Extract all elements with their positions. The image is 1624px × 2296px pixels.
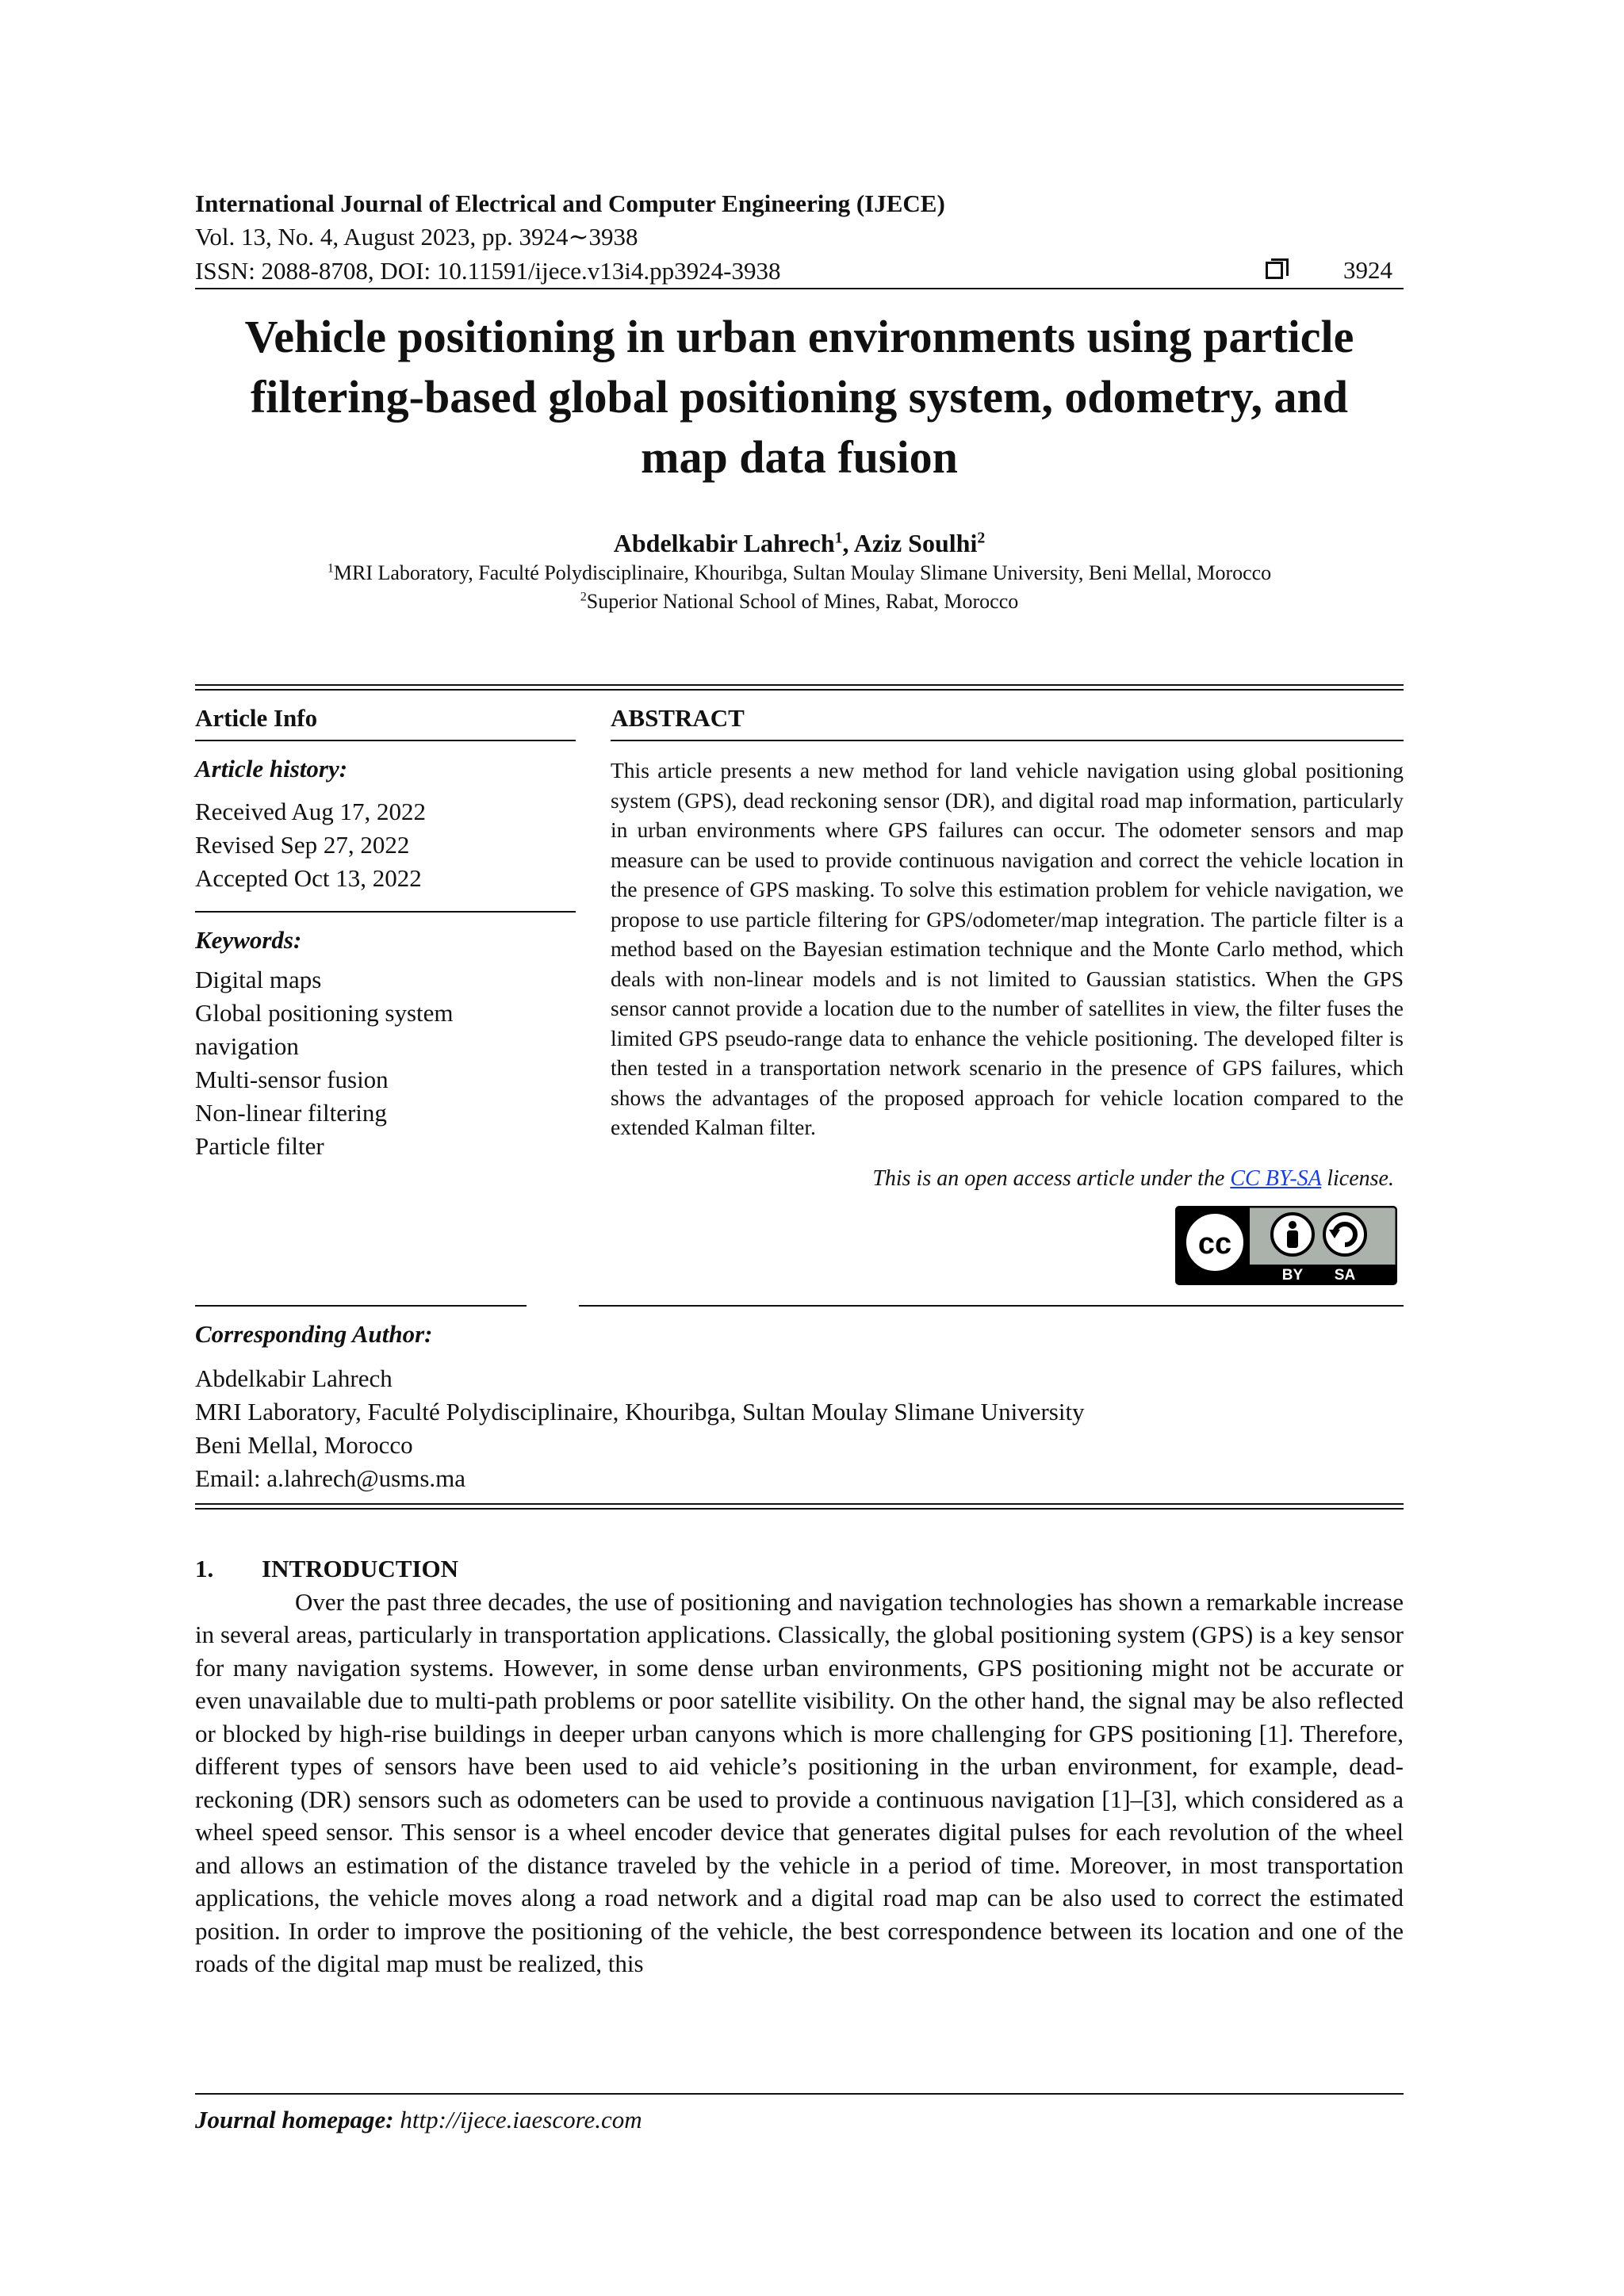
footer-url[interactable]: http://ijece.iaescore.com [400, 2106, 642, 2133]
author-list [195, 527, 1404, 559]
paper-title: Vehicle positioning in urban environments using particle filtering-based global positioning system, odometry, and map data fusion [244, 311, 1354, 483]
keyword-item: Multi-sensor fusion [195, 1066, 389, 1093]
corresponding-location: Beni Mellal, Morocco [195, 1430, 413, 1459]
article-info-column [195, 702, 576, 1289]
page-footer [195, 2093, 1404, 2134]
page-number: 3924 [1343, 256, 1392, 284]
keyword-item: Global positioning system [195, 999, 454, 1027]
affiliation-text: Superior National School of Mines, Rabat, Morocco [586, 590, 1019, 613]
keyword-item: navigation [195, 1032, 299, 1060]
keywords-rule [195, 911, 576, 913]
affiliation-superscript: 1 [327, 561, 334, 576]
badge-by-label: BY [1281, 1266, 1304, 1284]
article-info-heading: Article Info [195, 702, 576, 741]
header-rule [195, 288, 1404, 289]
abstract-column [611, 702, 1404, 1289]
revised-date: Revised Sep 27, 2022 [195, 831, 410, 859]
keyword-list [195, 963, 576, 1163]
open-access-prefix: This is an open access article under the [872, 1165, 1231, 1191]
author-name: Aziz Soulhi [853, 529, 978, 557]
paper-page [195, 187, 1404, 1980]
open-access-suffix: license. [1321, 1165, 1394, 1191]
author-name: Abdelkabir Lahrech [613, 529, 835, 557]
cc-by-sa-badge[interactable] [1175, 1206, 1397, 1289]
abstract-text: This article presents a new method for land vehicle navigation using global positioning system (GPS), dead reckoning sensor (DR), and digital road map information, particularly in urban environments where GPS failures can occur. The odometer sensors and map measure can be used to provide continuous navigation and correct the vehicle location in the presence of GPS masking. To solve this estimation problem for vehicle navigation, we propose to use particle filtering for GPS/odometer/map integration. The particle filter is a method based on the Bayesian estimation technique and the Monte Carlo method, which deals with non-linear models and is not limited to Gaussian statistics. When the GPS sensor cannot provide a location due to the number of satellites in view, the filter fuses the limited GPS pseudo-range data to enhance the vehicle positioning. The developed filter is then tested in a transportation network scenario in the presence of GPS failures, which shows the advantages of the proposed approach for vehicle location compared to the extended Kalman filter. [611, 758, 1404, 1139]
author-superscript: 1 [834, 529, 843, 547]
footer-rule [195, 2093, 1404, 2095]
corresponding-heading: Corresponding Author: [195, 1319, 433, 1348]
journal-volume: Vol. 13, No. 4, August 2023, pp. 3924∼3938 [195, 223, 638, 251]
footer-label: Journal homepage: [195, 2106, 394, 2133]
keyword-item: Non-linear filtering [195, 1099, 387, 1127]
author-superscript: 2 [977, 529, 986, 547]
page-box-icon [1266, 262, 1283, 279]
journal-name: International Journal of Electrical and Computer Engineering (IJECE) [195, 189, 945, 217]
license-link[interactable]: CC BY-SA [1230, 1165, 1322, 1191]
section-heading [195, 1552, 1404, 1586]
share-alike-icon [1324, 1214, 1365, 1255]
corresponding-affiliation: MRI Laboratory, Faculté Polydisciplinaire, Khouribga, Sultan Moulay Slimane University [195, 1397, 1085, 1425]
corresponding-name: Abdelkabir Lahrech [195, 1364, 393, 1392]
affiliation [195, 559, 1404, 587]
corresponding-bottom-rule [195, 1503, 1404, 1510]
affiliation-text: MRI Laboratory, Faculté Polydisciplinaire, Khouribga, Sultan Moulay Slimane University, Beni Mellal, Morocco [333, 561, 1272, 584]
info-top-rule [195, 684, 1404, 691]
author-separator: , [842, 529, 854, 557]
corresponding-rules [195, 1305, 1404, 1307]
affiliation-superscript: 2 [580, 590, 587, 604]
svg-text:cc: cc [1197, 1226, 1232, 1261]
accepted-date: Accepted Oct 13, 2022 [195, 864, 422, 892]
corresponding-author-block [195, 1318, 1404, 1495]
abstract-heading: ABSTRACT [611, 702, 1404, 741]
journal-header [195, 187, 1404, 289]
keyword-item: Particle filter [195, 1132, 324, 1160]
open-access-note [611, 1166, 1404, 1192]
section-title: INTRODUCTION [262, 1554, 459, 1582]
corresponding-email: Email: a.lahrech@usms.ma [195, 1464, 466, 1492]
article-info-block [195, 702, 1404, 1289]
introduction-paragraph: Over the past three decades, the use of positioning and navigation technologies has shown a remarkable increase in several areas, particularly in transportation applications. Classically, the global positioning system (GPS) is a key sensor for many navigation systems. However, in some dense urban environments, GPS positioning might not be accurate or even unavailable due to multi-path problems or poor satellite visibility. On the other hand, the signal may be also reflected or blocked by high-rise buildings in deeper urban canyons which is more challenging for GPS positioning [1]. Therefore, different types of sensors have been used to aid vehicle’s positioning in the urban environment, for example, dead-reckoning (DR) sensors such as odometers can be used to provide a continuous navigation [1]–[3], which considered as a wheel speed sensor. This sensor is a wheel encoder device that generates digital pulses for each revolution of the wheel and allows an estimation of the distance traveled by the vehicle in a period of time. Moreover, in most transportation applications, the vehicle moves along a road network and a digital road map can be also used to correct the estimated position. In order to improve the positioning of the vehicle, the best correspondence between its location and one of the roads of the digital map must be realized, this [195, 1587, 1404, 1977]
corresponding-rule-left [195, 1305, 527, 1307]
section-number: 1. [195, 1554, 214, 1582]
footer-homepage [195, 2106, 1404, 2134]
badge-sa-label: SA [1334, 1266, 1356, 1284]
corresponding-rule-right [579, 1305, 1404, 1307]
history-heading: Article history: [195, 755, 348, 783]
keywords-heading: Keywords: [195, 926, 302, 954]
cc-badge-graphic [1175, 1206, 1397, 1285]
keyword-item: Digital maps [195, 966, 322, 993]
article-history [195, 795, 576, 895]
affiliation [195, 587, 1404, 616]
journal-issn-doi: ISSN: 2088-8708, DOI: 10.11591/ijece.v13i4.pp3924-3938 [195, 257, 781, 285]
received-date: Received Aug 17, 2022 [195, 798, 427, 825]
